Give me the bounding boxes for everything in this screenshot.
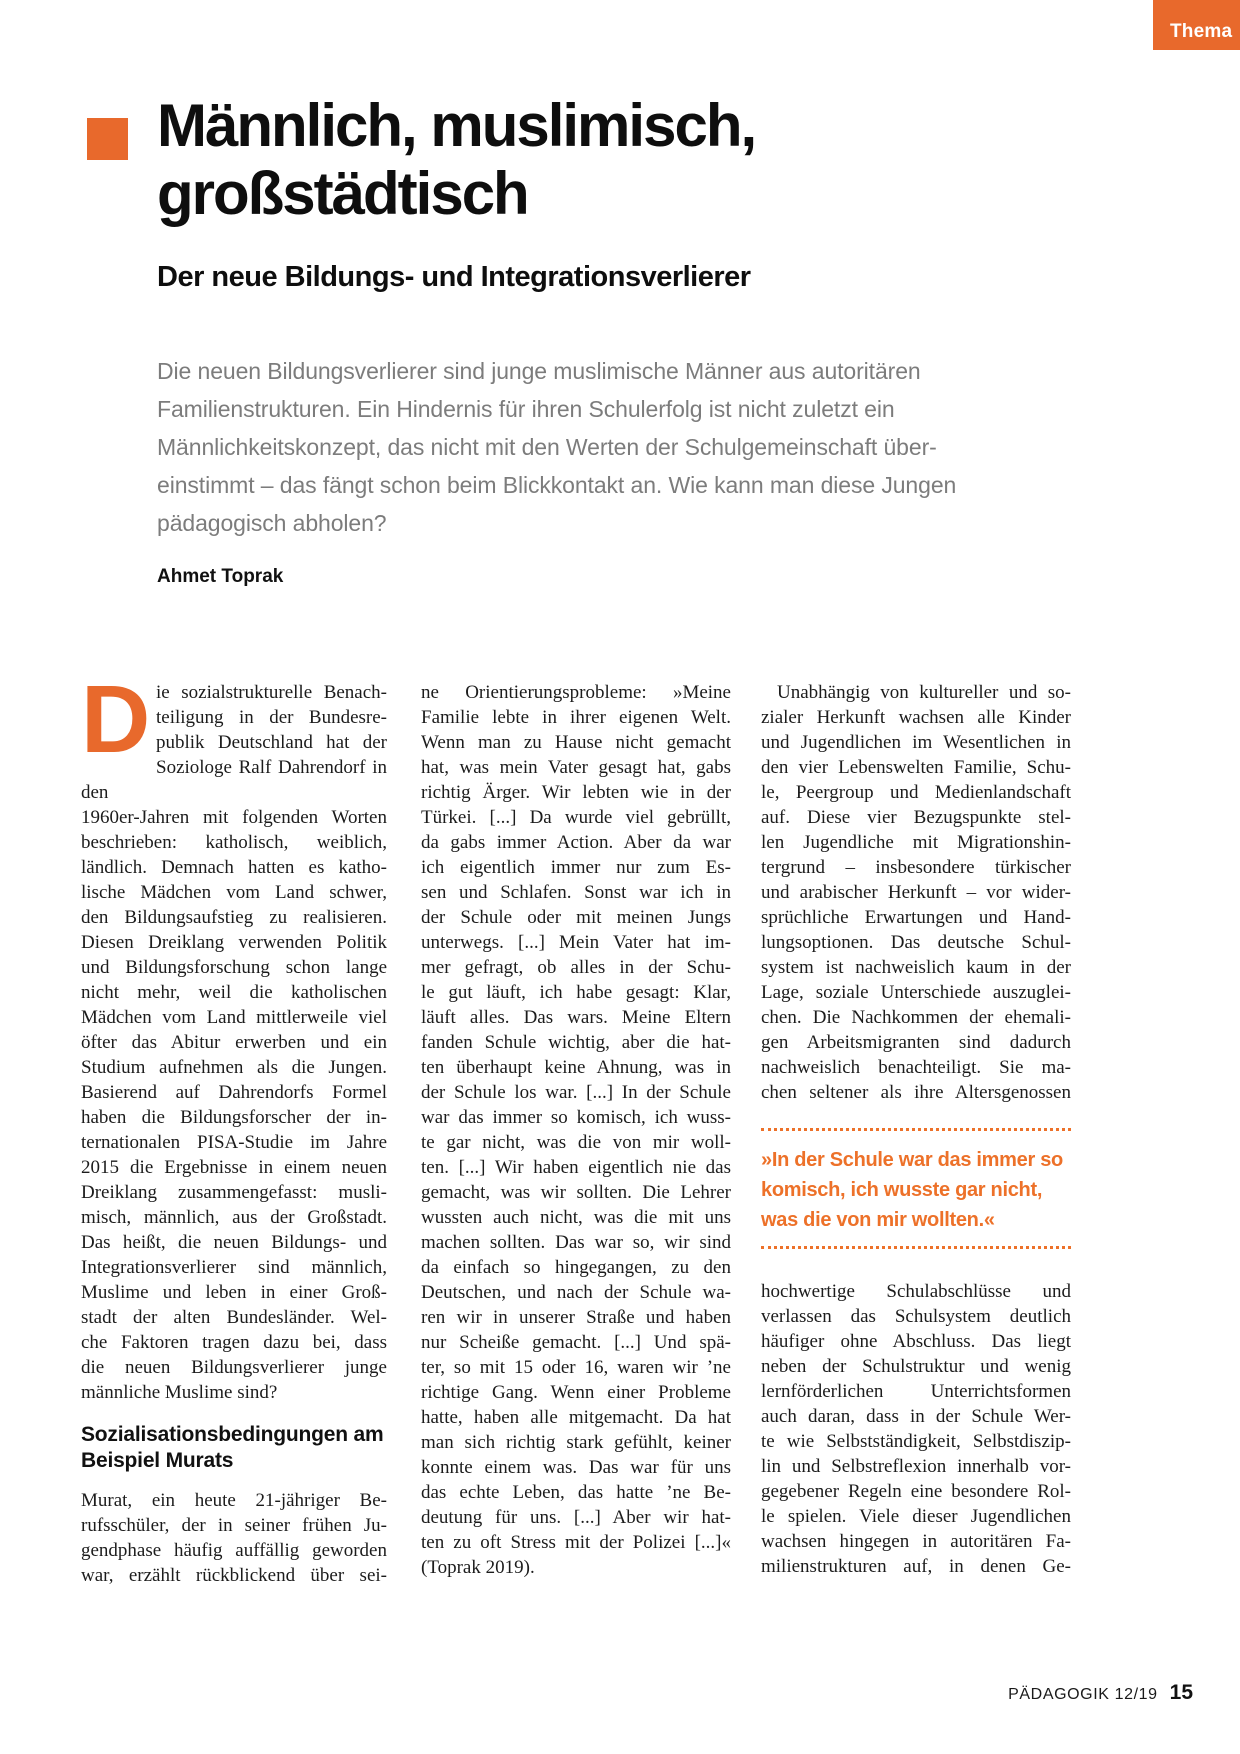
text-line: Türkei. [...] Da wurde viel gebrüllt, (421, 807, 731, 828)
text-line: Mädchen vom Land mittlerweile viel (81, 1007, 387, 1028)
paragraph (421, 680, 731, 1580)
page-footer (1008, 1681, 1193, 1705)
text-line: ten zu oft Stress mit der Polizei [...]« (421, 1532, 731, 1553)
lead-line: Die neuen Bildungsverlierer sind junge muslimische Männer aus autoritären (157, 358, 921, 384)
text-line: chen. Die Nachkommen der ehemali- (761, 1007, 1071, 1028)
text-line: teiligung in der Bundesre- (156, 707, 387, 728)
text-line: Das heißt, die neuen Bildungs- und (81, 1232, 387, 1253)
text-line: Dreiklang zusammengefasst: musli- (81, 1182, 387, 1203)
section-heading (81, 1422, 387, 1474)
lead-line: Familienstrukturen. Ein Hindernis für ihren Schulerfolg ist nicht zuletzt ein (157, 396, 895, 422)
text-line: war das immer so komisch, ich wuss- (421, 1107, 731, 1128)
text-line: richtige Gang. Wenn einer Probleme (421, 1382, 731, 1403)
text-line: wussten auch nicht, was die mit uns (421, 1207, 731, 1228)
text-line: le gut läuft, ich habe gesagt: Klar, (421, 982, 731, 1003)
text-line: machen sollten. Das war so, wir sind (421, 1232, 731, 1253)
text-line: Diesen Dreiklang verwenden Politik (81, 932, 387, 953)
text-line: Murat, ein heute 21-jähriger Be- (81, 1490, 387, 1511)
thema-tag-label: Thema (1170, 21, 1233, 42)
text-line: männliche Muslime sind? (81, 1382, 278, 1403)
text-line: ne Orientierungsprobleme: »Meine (421, 682, 731, 703)
text-line: ten. [...] Wir haben eigentlich nie das (421, 1157, 731, 1178)
text-column-3 (761, 680, 1071, 1579)
text-line: Integrationsverlierer sind männlich, (81, 1257, 387, 1278)
text-line: läuft alles. Das wars. Meine Eltern (421, 1007, 731, 1028)
text-line: Lage, soziale Unterschiede auszuglei- (761, 982, 1071, 1003)
text-line: Deutschen, und nach der Schule wa- (421, 1282, 731, 1303)
text-line: gemacht, was wir sollten. Die Lehrer (421, 1182, 731, 1203)
text-line: publik Deutschland hat der (156, 732, 387, 753)
text-line: verlassen das Schulsystem deutlich (761, 1306, 1071, 1327)
text-line: ie sozialstrukturelle Benach- (156, 682, 387, 703)
page-number: 15 (1169, 1681, 1193, 1704)
text-line: da einfach so hingegangen, zu den (421, 1257, 731, 1278)
thema-tag (1153, 0, 1240, 50)
article-subtitle: Der neue Bildungs- und Integrationsverlierer (157, 261, 751, 293)
text-line: man sich richtig stark gefühlt, keiner (421, 1432, 731, 1453)
text-line: die neuen Bildungsverlierer junge (81, 1357, 387, 1378)
text-line: lische Mädchen vom Land schwer, (81, 882, 387, 903)
article-lead (157, 352, 987, 542)
text-line: neben der Schulstruktur und wenig (761, 1356, 1071, 1377)
text-line: »In der Schule war das immer so (761, 1149, 1063, 1171)
text-line: nur Scheiße gemacht. [...] Und spä- (421, 1332, 731, 1353)
text-line: komisch, ich wusste gar nicht, (761, 1179, 1043, 1201)
text-line: misch, männlich, aus der Großstadt. (81, 1207, 387, 1228)
text-line: den Bildungsaufstieg zu realisieren. (81, 907, 387, 928)
text-line: der Schule los war. [...] In der Schule (421, 1082, 731, 1103)
text-line: gendphase häufig auffällig geworden (81, 1540, 387, 1561)
text-line: le spielen. Viele dieser Jugendlichen (761, 1506, 1071, 1527)
text-line: beschrieben: katholisch, weiblich, (81, 832, 387, 853)
text-column-2 (421, 680, 731, 1580)
title-marker-square (87, 118, 128, 160)
text-line: ren wir in unserer Straße und haben (421, 1307, 731, 1328)
paragraph (81, 666, 387, 1405)
text-line: 2015 die Ergebnisse in einem neuen (81, 1157, 387, 1178)
text-line: und Jugendlichen im Wesentlichen in (761, 732, 1071, 753)
text-line: sen und Schlafen. Sonst war ich in (421, 882, 731, 903)
text-line: tergrund – insbesondere türkischer (761, 857, 1071, 878)
text-line: auf. Diese vier Bezugspunkte stel- (761, 807, 1071, 828)
text-line: häufiger ohne Abschluss. Das liegt (761, 1331, 1071, 1352)
paragraph (761, 680, 1071, 1105)
lead-line: einstimmt – das fängt schon beim Blickkontakt an. Wie kann man diese Jungen (157, 472, 957, 498)
text-line: richtig Ärger. Wir lebten wie in der (421, 782, 731, 803)
text-line: hatte, haben alle mitgemacht. Da hat (421, 1407, 731, 1428)
text-column-1 (81, 666, 387, 1588)
text-line: öfter das Abitur erwerben und ein (81, 1032, 387, 1053)
text-line: zialer Herkunft wachsen alle Kinder (761, 707, 1071, 728)
article-title-line1: Männlich, muslimisch, (157, 92, 756, 159)
text-line: ich eigentlich immer nur zum Es- (421, 857, 731, 878)
text-line: lernförderlichen Unterrichtsformen (761, 1381, 1071, 1402)
text-line: ternationalen PISA-Studie im Jahre (81, 1132, 387, 1153)
text-line: nicht mehr, weil die katholischen (81, 982, 387, 1003)
text-line: Basierend auf Dahrendorfs Formel (81, 1082, 387, 1103)
text-line: das echte Leben, das hatte ’ne Be- (421, 1482, 731, 1503)
text-line: hat, was mein Vater gesagt hat, gabs (421, 757, 731, 778)
headline-block (157, 92, 1117, 294)
paragraph (81, 1488, 387, 1588)
text-line: ter, so mit 15 oder 16, waren wir ’ne (421, 1357, 731, 1378)
text-line: len Jugendliche mit Migrationshin- (761, 832, 1071, 853)
drop-cap: D (81, 666, 151, 773)
text-line: le, Peergroup und Medienlandschaft (761, 782, 1071, 803)
text-line: Sozialisationsbedingungen am (81, 1423, 384, 1446)
text-line: gegebener Regeln eine besondere Rol- (761, 1481, 1071, 1502)
text-line: konnte einem was. Das war für uns (421, 1457, 731, 1478)
text-line: sprüchliche Erwartungen und Hand- (761, 907, 1071, 928)
article-title-line2: großstädtisch (157, 160, 528, 227)
article-title (157, 92, 1117, 228)
text-line: Wenn man zu Hause nicht gemacht (421, 732, 731, 753)
author-name: Ahmet Toprak (157, 566, 284, 587)
text-line: haben die Bildungsforscher der in- (81, 1107, 387, 1128)
text-line: system ist nachweislich kaum in der (761, 957, 1071, 978)
text-line: lungsoptionen. Das deutsche Schul- (761, 932, 1071, 953)
text-line: hochwertige Schulabschlüsse und (761, 1281, 1071, 1302)
text-line: Unabhängig von kultureller und so- (777, 682, 1071, 703)
text-line: milienstrukturen auf, in denen Ge- (761, 1556, 1071, 1577)
text-line: wachsen hingegen in autoritären Fa- (761, 1531, 1071, 1552)
text-line: war, erzählt rückblickend über sei- (81, 1565, 387, 1586)
text-line: 1960er-Jahren mit folgenden Worten (81, 807, 387, 828)
lead-line: pädagogisch abholen? (157, 510, 387, 536)
text-line: ländlich. Demnach hatten es katho- (81, 857, 387, 878)
text-line: auch daran, dass in der Schule Wer- (761, 1406, 1071, 1427)
text-line: Muslime und leben in einer Groß- (81, 1282, 387, 1303)
text-line: Soziologe Ralf Dahrendorf in den (81, 757, 387, 803)
text-line: che Faktoren tragen dazu bei, dass (81, 1332, 387, 1353)
text-line: (Toprak 2019). (421, 1557, 535, 1578)
text-line: Studium aufnehmen als die Jungen. (81, 1057, 387, 1078)
text-line: stadt der alten Bundesländer. Wel- (81, 1307, 387, 1328)
lead-line: Männlichkeitskonzept, das nicht mit den Werten der Schulgemeinschaft über- (157, 434, 937, 460)
text-line: deutung für uns. [...] Aber wir hat- (421, 1507, 731, 1528)
text-line: was die von mir wollten.« (761, 1209, 995, 1231)
text-line: und arabischer Herkunft – vor wider- (761, 882, 1071, 903)
text-line: nachweislich benachteiligt. Sie ma- (761, 1057, 1071, 1078)
text-line: chen seltener als ihre Altersgenossen (761, 1082, 1071, 1103)
text-line: unterwegs. [...] Mein Vater hat im- (421, 932, 731, 953)
text-line: den vier Lebenswelten Familie, Schu- (761, 757, 1071, 778)
text-line: da gabs immer Action. Aber da war (421, 832, 731, 853)
journal-issue-label: PÄDAGOGIK 12/19 (1008, 1686, 1158, 1703)
text-line: te wie Selbstständigkeit, Selbstdiszip- (761, 1431, 1071, 1452)
text-line: lin und Selbstreflexion innerhalb vor- (761, 1456, 1071, 1477)
text-line: der Schule oder mit meinen Jungs (421, 907, 731, 928)
text-line: gen Arbeitsmigranten sind dadurch (761, 1032, 1071, 1053)
text-line: und Bildungsforschung schon lange (81, 957, 387, 978)
text-line: rufsschüler, der in seiner frühen Ju- (81, 1515, 387, 1536)
text-line: Beispiel Murats (81, 1449, 234, 1472)
text-line: fanden Schule wichtig, aber die hat- (421, 1032, 731, 1053)
pull-quote (761, 1128, 1071, 1249)
paragraph (761, 1279, 1071, 1579)
text-line: Familie lebte in ihrer eigenen Welt. (421, 707, 731, 728)
text-line: mer gefragt, ob alles in der Schu- (421, 957, 731, 978)
text-line: ten überhaupt keine Ahnung, was in (421, 1057, 731, 1078)
text-line: te gar nicht, was die von mir woll- (421, 1132, 731, 1153)
